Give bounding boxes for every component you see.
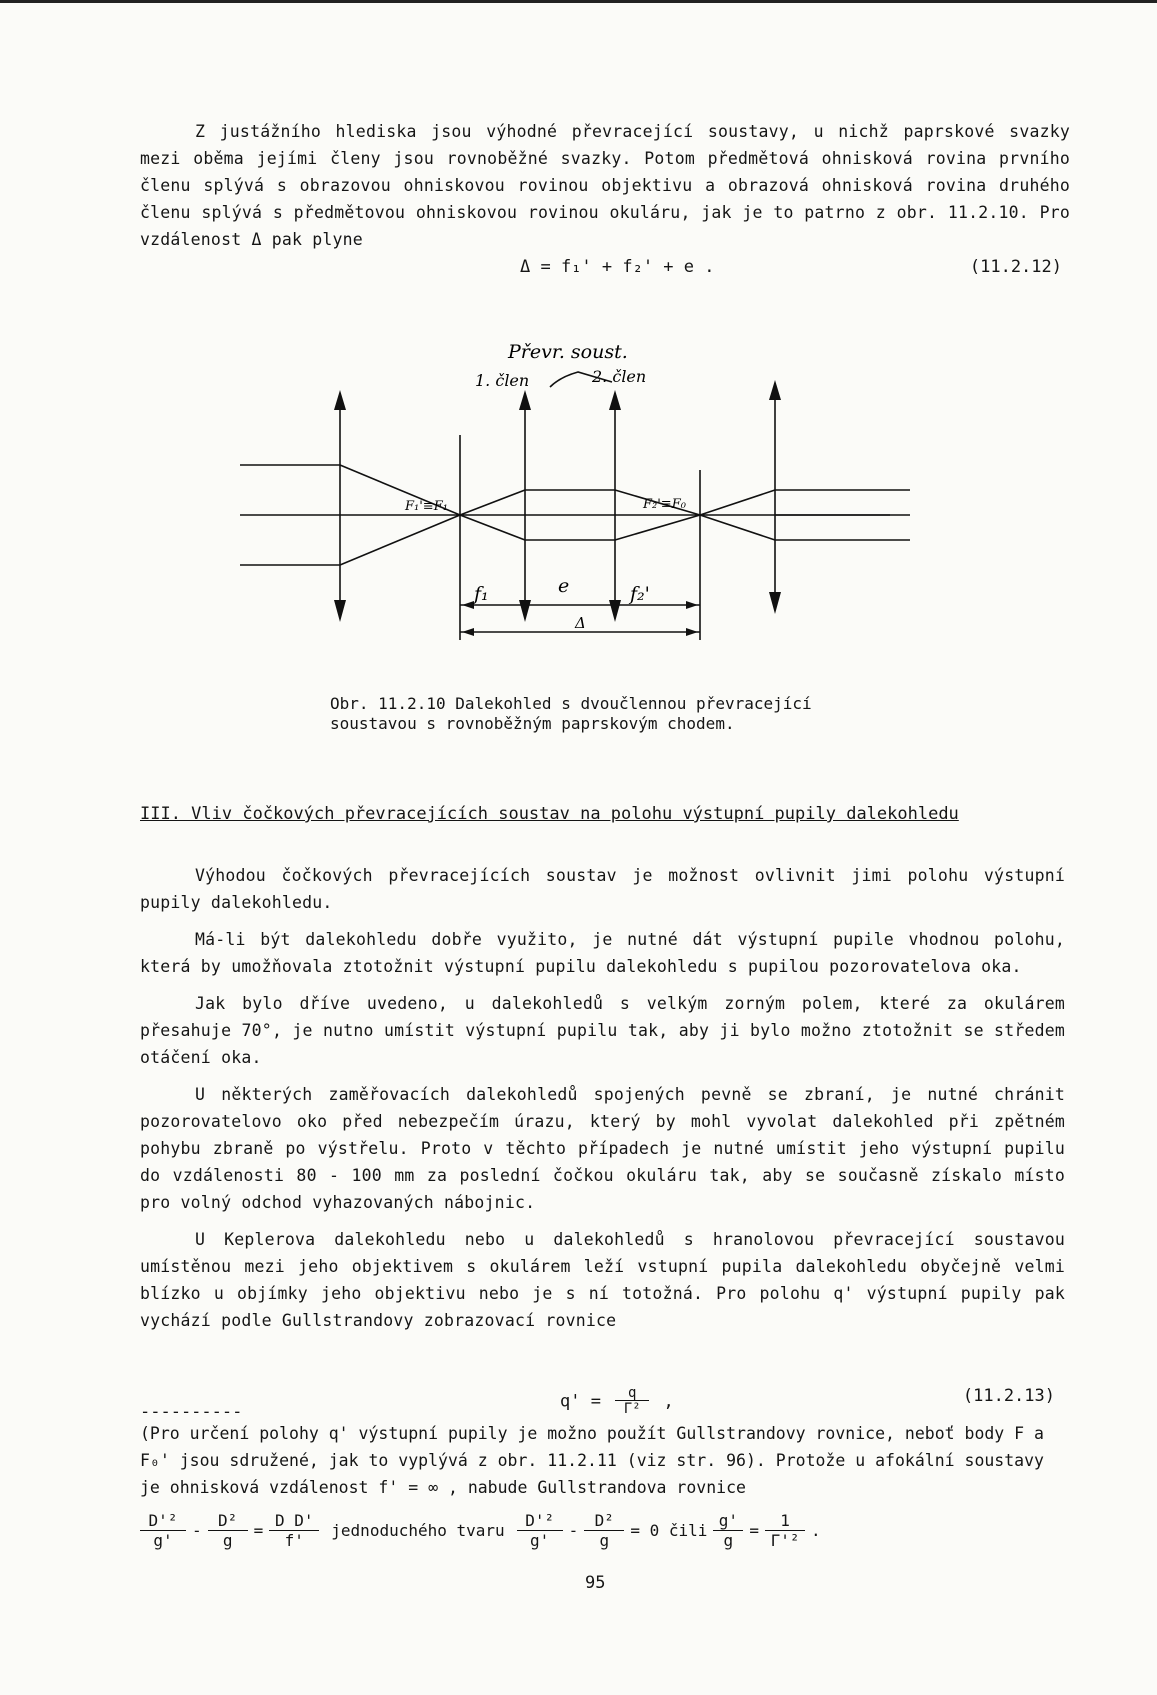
op-eq3: = bbox=[749, 1520, 760, 1540]
arrow-m1-bot bbox=[519, 600, 531, 622]
paragraph-advantage: Výhodou čočkových převracejících soustav je možnost ovlivnit jimi polohu výstupní pupily dalekohledu. bbox=[140, 866, 1065, 912]
paragraph-field: Jak bylo dříve uvedeno, u dalekohledů s velkým zorným polem, které za okulárem přesahuje 70°, je nutno umístit výstupní pupilu tak, aby ji bylo možno ztotožnit se středem otáčení oka. bbox=[140, 994, 1065, 1067]
arrow-m2-bot bbox=[609, 600, 621, 622]
section-heading bbox=[140, 800, 1060, 828]
equation2-number: (11.2.13) bbox=[962, 1386, 1055, 1406]
op-minus2: - bbox=[568, 1520, 579, 1540]
label-dim-delta: Δ bbox=[575, 614, 586, 632]
equation-11-2-13 bbox=[140, 1382, 1065, 1422]
label-prevr-soust: Převr. soust. bbox=[508, 341, 628, 363]
arrow-eye-top bbox=[769, 380, 781, 400]
arrow-eye-bot bbox=[769, 592, 781, 614]
op-end: . bbox=[811, 1520, 821, 1540]
frac3: D D' f' bbox=[269, 1511, 319, 1550]
equation-formula: Δ = f₁' + f₂' + e . bbox=[520, 257, 715, 277]
arrow-m2-top bbox=[609, 390, 621, 410]
ray-conv2-bot bbox=[615, 515, 700, 540]
dim-arrow-right bbox=[686, 601, 698, 609]
section-heading-text: III. Vliv čočkových převracejících soustav na polohu výstupní pupily dalekohledu bbox=[140, 804, 959, 824]
frac7: 1 Γ'² bbox=[765, 1511, 805, 1550]
arrow-m1-top bbox=[519, 390, 531, 410]
paragraph-kepler: U Keplerova dalekohledu nebo u dalekohledů s hranolovou převracející soustavou umístěnou mezi jeho objektivem s okulárem leží vstupní pupila dalekohledu obyčejně velmi blízko u objímky jeho objektivu nebo je s ní totožná. Pro polohu q' výstupní pupily pak vychází podle Gullstrandovy zobrazovací rovnice bbox=[140, 1230, 1065, 1330]
equation2-formula bbox=[560, 1386, 674, 1417]
frac4: D'² g' bbox=[517, 1511, 563, 1550]
paragraph-weapons: U některých zaměřovacích dalekohledů spojených pevně se zbraní, je nutné chránit pozorovatelovo oko před nebezpečím úrazu, který by mohl vyvolat dalekohled při zpětném pohybu zbraně po výstřelu. Proto v těchto případech je nutné umístit jeho výstupní pupilu do vzdálenosti 80 - 100 mm za poslední čočkou okuláru tak, aby se současně získalo místo pro volný odchod vyhazovaných nábojnic. bbox=[140, 1085, 1065, 1212]
intro-paragraph: Z justážního hlediska jsou výhodné převracející soustavy, u nichž paprskové svazky mezi oběma jejími členy jsou rovnoběžné svazky. Potom předmětová ohnisková rovina prvního členu splývá s obrazovou ohniskovou rovinou objektivu a obrazová ohnisková rovina druhého členu splývá s předmětovou ohniskovou rovinou okuláru, jak je to patrno z obr. 11.2.10. Pro vzdálenost Δ pak plyne bbox=[140, 122, 1070, 249]
op-minus1: - bbox=[192, 1520, 202, 1540]
figure-caption: Obr. 11.2.10 Dalekohled s dvoučlennou převracející soustavou s rovnoběžným paprskovým chodem. bbox=[330, 694, 812, 733]
eq2-lhs: q' = bbox=[560, 1391, 601, 1412]
op-eq1: = bbox=[253, 1520, 264, 1540]
top-text-block bbox=[140, 118, 1070, 287]
section-body bbox=[140, 862, 1065, 1344]
ray-out-bot bbox=[700, 515, 775, 540]
final-formula bbox=[140, 1500, 1065, 1560]
label-member2: 2. člen bbox=[592, 367, 647, 386]
equation-11-2-12 bbox=[140, 253, 1070, 287]
label-dim-e: e bbox=[558, 575, 570, 597]
equation-number: (11.2.12) bbox=[969, 257, 1062, 277]
top-border-line bbox=[0, 0, 1157, 3]
formula-middle-text: jednoduchého tvaru bbox=[331, 1520, 505, 1540]
arrow-obj-top bbox=[334, 390, 346, 410]
eq2-num: q bbox=[627, 1385, 637, 1401]
ray-out-top bbox=[700, 490, 775, 515]
dim-arrow-right2 bbox=[686, 628, 698, 636]
ray-div-top bbox=[460, 490, 525, 515]
frac5: D² g bbox=[584, 1511, 624, 1550]
telescope-diagram bbox=[240, 341, 980, 690]
label-member1: 1. člen bbox=[475, 371, 530, 390]
dim-arrow-left bbox=[462, 601, 474, 609]
label-focus-left: F₁'≡F₁ bbox=[405, 499, 448, 514]
frac6: g' g bbox=[713, 1511, 743, 1550]
page-number: 95 bbox=[585, 1573, 606, 1593]
dim-arrow-left2 bbox=[462, 628, 474, 636]
label-dim-f1: f₁ bbox=[474, 583, 489, 605]
frac2: D² g bbox=[208, 1511, 248, 1550]
footnote-separator: ---------- bbox=[140, 1402, 243, 1422]
ray-conv-bot bbox=[340, 515, 460, 565]
frac1: D'² g' bbox=[140, 1511, 186, 1550]
arrow-obj-bot bbox=[334, 600, 346, 622]
label-dim-f2: f₂' bbox=[630, 583, 650, 605]
op-eq2: = 0 čili bbox=[630, 1520, 708, 1540]
eq2-tail: , bbox=[663, 1391, 674, 1412]
ray-div-bot bbox=[460, 515, 525, 540]
footnote-text: (Pro určení polohy q' výstupní pupily je možno použít Gullstrandovy rovnice, neboť body F a F₀' jsou sdružené, jak to vyplývá z obr. 11.2.11 (viz str. 96). Protože u afokální soustavy je ohnisková vzdálenost f' = ∞ , nabude Gullstrandova rovnice bbox=[140, 1424, 1044, 1497]
paragraph-use: Má-li být dalekohledu dobře využito, je nutné dát výstupní pupile vhodnou polohu, která by umožňovala ztotožnit výstupní pupilu dalekohledu s pupilou pozorovatelova oka. bbox=[140, 930, 1065, 976]
label-focus-right: F₂'≡F₀ bbox=[643, 497, 686, 512]
eq2-den: Γ² bbox=[623, 1401, 641, 1417]
